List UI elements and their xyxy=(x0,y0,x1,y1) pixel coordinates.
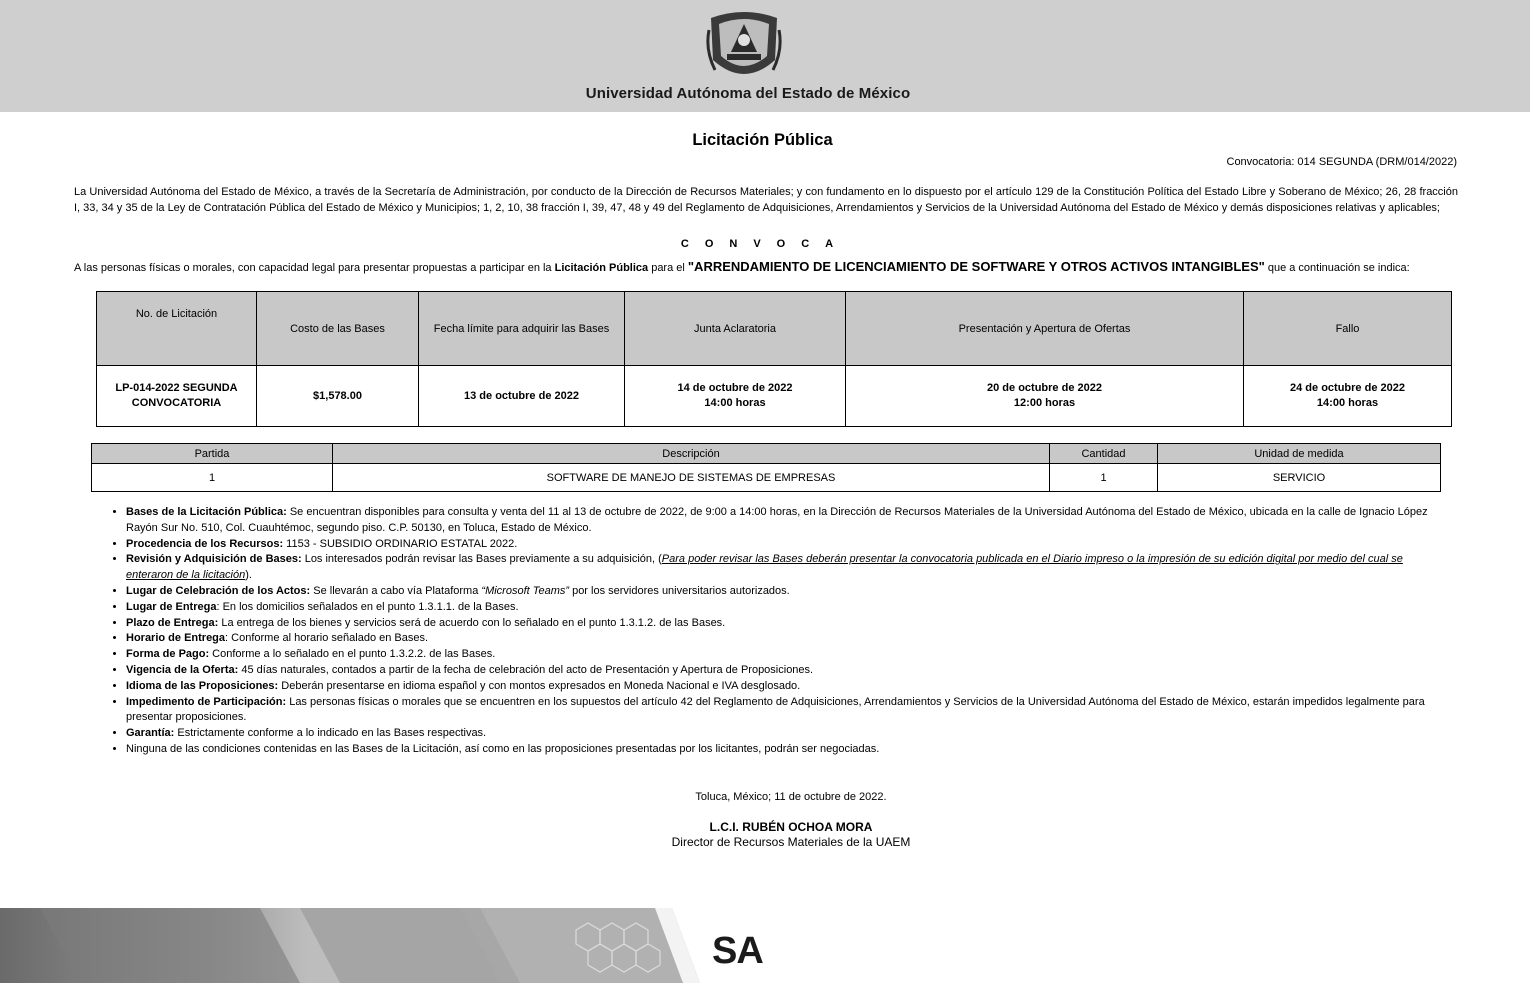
list-item xyxy=(126,679,1440,695)
condition-label: Plazo de Entrega: xyxy=(126,616,219,629)
cell-apertura xyxy=(846,366,1244,427)
condition-text: Ninguna de las condiciones contenidas en las Bases de la Licitación, así como en las proposiciones presentadas por los licitantes, podrán ser negociadas. xyxy=(126,742,880,755)
condition-text: Los interesados podrán revisar las Bases previamente a su adquisición, ( xyxy=(301,553,662,566)
page-title: Licitación Pública xyxy=(692,131,833,149)
header-apertura: Presentación y Apertura de Ofertas xyxy=(846,292,1244,366)
cell-fecha-limite: 13 de octubre de 2022 xyxy=(419,366,625,427)
licitacion-line-1: LP-014-2022 SEGUNDA xyxy=(115,382,238,394)
condition-text: Estrictamente conforme a lo indicado en las Bases respectivas. xyxy=(174,727,487,740)
invitation-mid: para el xyxy=(648,262,688,274)
header-fallo: Fallo xyxy=(1244,292,1452,366)
list-item xyxy=(126,647,1440,663)
place-date: Toluca, México; 11 de octubre de 2022. xyxy=(695,791,887,803)
table-row xyxy=(92,464,1441,492)
signer-name: L.C.I. RUBÉN OCHOA MORA xyxy=(709,820,873,834)
apertura-time: 12:00 horas xyxy=(1013,397,1076,409)
condition-label: Horario de Entrega xyxy=(126,632,226,645)
condition-text: Conforme a lo señalado en el punto 1.3.2.2. de las Bases. xyxy=(209,648,496,661)
condition-text: Se llevarán a cabo vía Plataforma xyxy=(310,584,482,597)
convoca-heading: CONVOCA xyxy=(680,238,850,250)
condition-text: : En los domicilios señalados en el punto 1.3.1.1. de la Bases. xyxy=(216,600,519,613)
conditions-list xyxy=(74,505,1440,758)
cell-partida: 1 xyxy=(92,464,333,492)
fallo-time: 14:00 horas xyxy=(1316,397,1379,409)
list-item xyxy=(126,726,1440,742)
footer-hexagon-graphic xyxy=(0,908,1530,983)
intro-paragraph: La Universidad Autónoma del Estado de México, a través de la Secretaría de Administración, por conducto de la Dirección de Recursos Materiales; y con fundamento en lo dispuesto por el artículo 129 de la Constitución Política del Estado Libre y Soberano de México; 26, 28 fracción I, 33, 34 y 35 de la Ley de Contratación Pública del Estado de México y Municipios; 1, 2, 10, 38 fracción I, 39, 47, 48 y 49 del Reglamento de Adquisiciones, Arrendamientos y Servicios de la Universidad Autónoma del Estado de México y demás disposiciones relativas y aplicables; xyxy=(74,186,1458,214)
header-junta: Junta Aclaratoria xyxy=(625,292,846,366)
invitation-bold: Licitación Pública xyxy=(554,262,649,274)
condition-text: La entrega de los bienes y servicios será de acuerdo con lo señalado en el punto 1.3.1.2. de las Bases. xyxy=(218,616,726,629)
condition-text: : Conforme al horario señalado en Bases. xyxy=(225,632,429,645)
cell-junta xyxy=(625,366,846,427)
condition-text: Deberán presentarse en idioma español y con montos expresados en Moneda Nacional e IVA desglosado. xyxy=(278,679,801,692)
list-item xyxy=(126,631,1440,647)
university-crest-icon xyxy=(705,10,783,82)
header-fecha-limite: Fecha límite para adquirir las Bases xyxy=(419,292,625,366)
condition-label: Revisión y Adquisición de Bases: xyxy=(126,553,302,566)
list-item xyxy=(126,552,1440,584)
items-table xyxy=(91,443,1441,492)
condition-label: Lugar de Celebración de los Actos: xyxy=(126,584,311,597)
condition-italic-text: “Microsoft Teams” xyxy=(481,584,570,597)
page-header xyxy=(0,0,1530,112)
header-costo: Costo de las Bases xyxy=(257,292,419,366)
condition-label: Idioma de las Proposiciones: xyxy=(126,679,279,692)
condition-label: Bases de la Licitación Pública: xyxy=(126,506,287,518)
list-item xyxy=(126,505,1440,537)
list-item xyxy=(126,695,1440,727)
condition-text: Las personas físicas o morales que se encuentren en los supuestos del artículo 42 del Reglamento de Adquisiciones, Arrendamientos y Servicios de la Universidad Autónoma del Estado de México, estarán impedidos legalmente para presentar proposiciones. xyxy=(126,695,1425,724)
items-header-row xyxy=(92,444,1441,464)
cell-descripcion: SOFTWARE DE MANEJO DE SISTEMAS DE EMPRESAS xyxy=(333,464,1050,492)
header-cantidad: Cantidad xyxy=(1050,444,1158,464)
condition-text: Se encuentran disponibles para consulta y venta del 11 al 13 de octubre de 2022, de 9:00 a 14:00 horas, en la Dirección de Recursos Materiales de la Universidad Autónoma del Estado de México, ubicada en la calle de Ignacio López Rayón Sur No. 510, Col. Cuauhtémoc, segundo piso. C.P. 50130, en Toluca, Estado de México. xyxy=(126,506,1428,534)
list-item xyxy=(126,600,1440,616)
condition-label: Procedencia de los Recursos: xyxy=(126,537,284,550)
licitacion-line-2: CONVOCATORIA xyxy=(131,397,222,409)
cell-unidad: SERVICIO xyxy=(1158,464,1441,492)
signer-title: Director de Recursos Materiales de la UAEM xyxy=(671,835,911,849)
schedule-table xyxy=(96,291,1452,427)
cell-fallo xyxy=(1244,366,1452,427)
fallo-date: 24 de octubre de 2022 xyxy=(1290,382,1405,394)
list-item xyxy=(126,537,1440,553)
junta-time: 14:00 horas xyxy=(704,397,766,409)
convocatoria-number: Convocatoria: 014 SEGUNDA (DRM/014/2022) xyxy=(1226,156,1457,168)
header-licitacion: No. de Licitación xyxy=(97,292,257,366)
condition-label: Impedimento de Participación: xyxy=(126,695,287,708)
invitation-text xyxy=(74,259,1474,274)
condition-label: Forma de Pago: xyxy=(126,648,210,661)
list-item xyxy=(126,663,1440,679)
schedule-row xyxy=(97,366,1452,427)
cell-costo: $1,578.00 xyxy=(257,366,419,427)
condition-label: Vigencia de la Oferta: xyxy=(126,663,239,676)
list-item xyxy=(126,584,1440,600)
university-name: Universidad Autónoma del Estado de México xyxy=(585,85,911,102)
header-partida: Partida xyxy=(92,444,333,464)
header-unidad: Unidad de medida xyxy=(1158,444,1441,464)
schedule-header-row xyxy=(97,292,1452,366)
condition-tail: ). xyxy=(245,569,252,582)
condition-text: 1153 - SUBSIDIO ORDINARIO ESTATAL 2022. xyxy=(283,537,518,550)
junta-date: 14 de octubre de 2022 xyxy=(677,382,793,394)
cell-licitacion xyxy=(97,366,257,427)
apertura-date: 20 de octubre de 2022 xyxy=(987,382,1102,394)
condition-tail: por los servidores universitarios autorizados. xyxy=(569,584,790,597)
cell-cantidad: 1 xyxy=(1050,464,1158,492)
invitation-project: "ARRENDAMIENTO DE LICENCIAMIENTO DE SOFTWARE Y OTROS ACTIVOS INTANGIBLES" xyxy=(687,259,1265,274)
header-descripcion: Descripción xyxy=(333,444,1050,464)
condition-label: Lugar de Entrega xyxy=(126,600,217,613)
invitation-pre: A las personas físicas o morales, con capacidad legal para presentar propuestas a participar en la xyxy=(74,262,555,274)
condition-underlined-text: Para poder revisar las Bases deberán presentar la convocatoria publicada en el Diario impreso o la impresión de su edición digital por medio del cual se enteraron de la licitación xyxy=(126,553,1403,582)
footer-logo-text: SA xyxy=(712,930,763,972)
condition-text: 45 días naturales, contados a partir de la fecha de celebración del acto de Presentación y Apertura de Proposiciones. xyxy=(238,663,814,676)
condition-label: Garantía: xyxy=(126,727,175,740)
invitation-post: que a continuación se indica: xyxy=(1264,262,1410,274)
list-item xyxy=(126,616,1440,632)
list-item xyxy=(126,742,1440,758)
